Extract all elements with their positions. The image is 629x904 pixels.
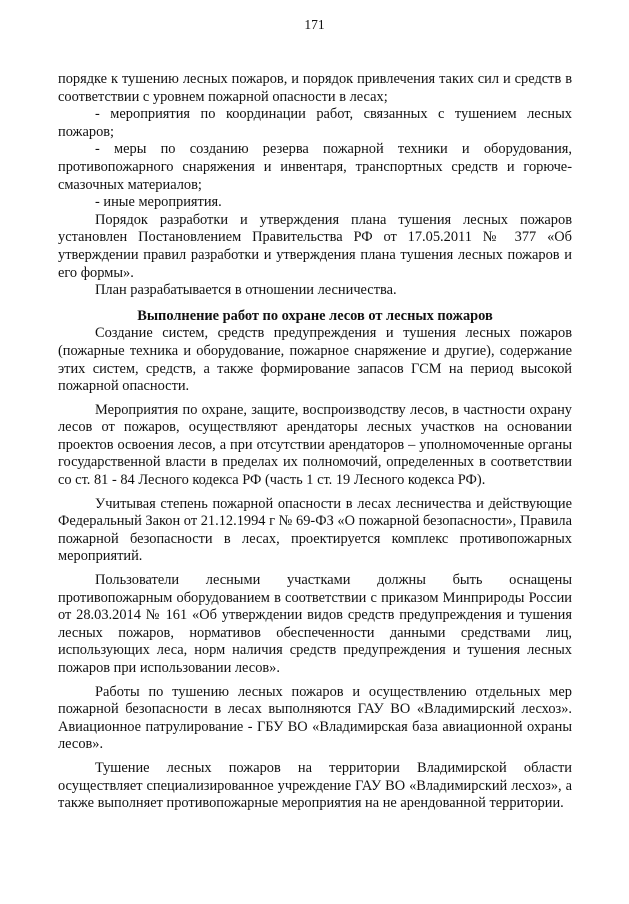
paragraph-vladimir-region: Тушение лесных пожаров на территории Владимирской области осуществляет специализированное учреждение ГАУ ВО «Владимирский лесхоз», а также выполняет противопожарные мероприятия на не арендованной территории. [58,759,572,812]
list-item-other: - иные мероприятия. [95,194,222,211]
list-item-coordination: - мероприятия по координации работ, связанных с тушением лесных пожаров; [58,106,572,140]
list-item-reserve: - меры по созданию резерва пожарной техники и оборудования, противопожарного снаряжения и инвентаря, транспортных средств и горюче-смазочных материалов; [58,141,572,193]
paragraph-firefighting-works: Работы по тушению лесных пожаров и осуществлению отдельных мер пожарной безопасности в лесах выполняются ГАУ ВО «Владимирский лесхоз». Авиационное патрулирование - ГБУ ВО «Владимирская база авиационной охраны лесов». [58,683,572,753]
paragraph-measures: Мероприятия по охране, защите, воспроизводству лесов, в частности охрану лесов от пожаров, осуществляют арендаторы лесных участков на основании проектов освоения лесов, а при отсутствии арендаторов – уполномоченные органы государственной власти в пределах их полномочий, определенных в соответствии со ст. 81 - 84 Лесного кодекса РФ (часть 1 ст. 19 Лесного кодекса РФ). [58,401,572,489]
section-heading: Выполнение работ по охране лесов от лесных пожаров [137,307,493,324]
paragraph-plan-procedure: Порядок разработки и утверждения плана тушения лесных пожаров установлен Постановлением Правительства РФ от 17.05.2011 № 377 «Об утверждении правил разработки и утверждения плана тушения лесных пожаров и его формы». [58,211,572,281]
page-number: 171 [304,17,325,32]
page-content [58,71,572,813]
paragraph-users-equipment: Пользователи лесными участками должны быть оснащены противопожарным оборудованием в соответствии с приказом Минприроды России от 28.03.2014 № 161 «Об утверждении видов средств предупреждения и тушения лесных пожаров, нормативов обеспеченности данными средствами лиц, использующих леса, норм наличия средств предупреждения и тушения лесных пожаров при использовании лесов». [58,572,572,676]
paragraph-fire-law: Учитывая степень пожарной опасности в лесах лесничества и действующие Федеральный Закон от 21.12.1994 г № 69-ФЗ «О пожарной безопасности», Правила пожарной безопасности в лесах, проектируется комплекс противопожарных мероприятий. [58,495,572,565]
paragraph-plan-scope: План разрабатывается в отношении лесничества. [95,282,397,299]
paragraph-systems: Создание систем, средств предупреждения и тушения лесных пожаров (пожарные техника и оборудование, пожарное снаряжение и другие), содержание этих систем, средств, а также формирование запасов ГСМ на период высокой пожарной опасности. [58,325,572,395]
paragraph-continuation: порядке к тушению лесных пожаров, и порядок привлечения таких сил и средств в соответствии с уровнем пожарной опасности в лесах; [58,71,572,105]
